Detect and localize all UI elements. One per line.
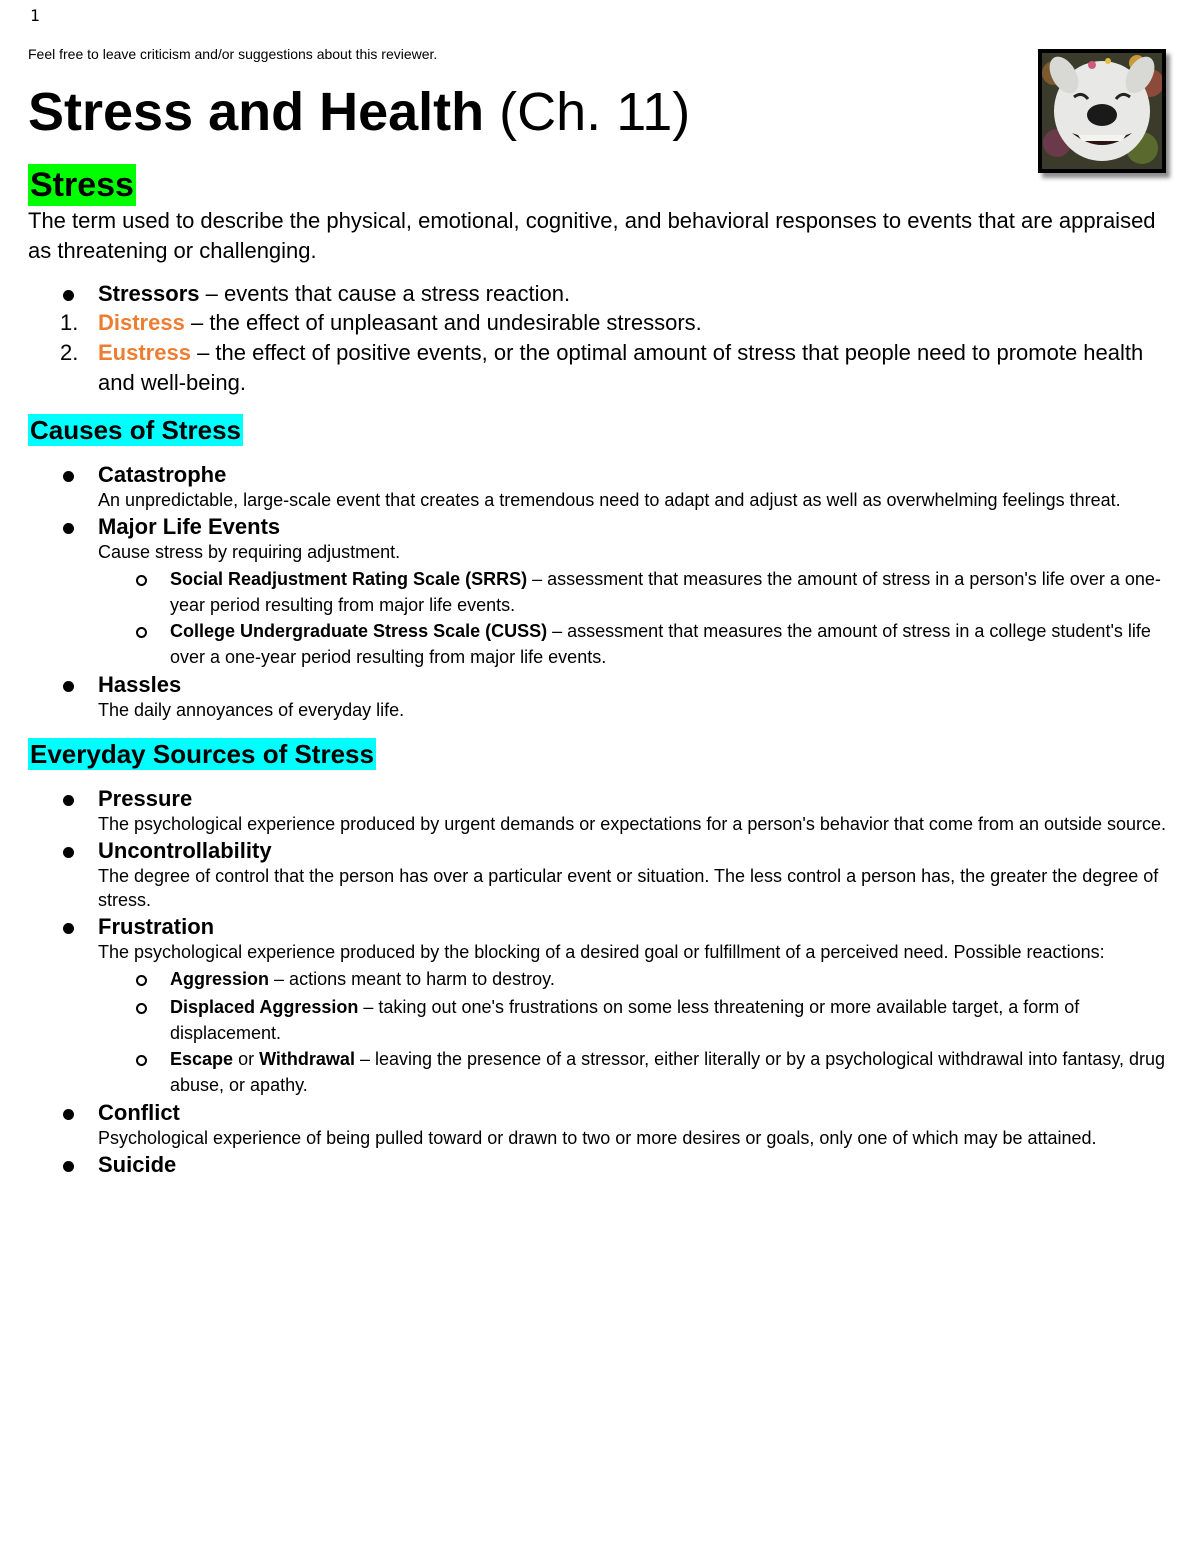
frustration-desc: The psychological experience produced by the blocking of a desired goal or fulfillment of a perceived need. Possible reactions:	[98, 942, 1105, 962]
section-heading-everyday: Everyday Sources of Stress	[30, 739, 374, 769]
bullet-icon	[63, 523, 74, 534]
bullet-icon	[63, 290, 74, 301]
conflict-desc: Psychological experience of being pulled toward or drawn to two or more desires or goals, only one of which may be attained.	[98, 1128, 1097, 1148]
list-item-hassles	[28, 672, 1168, 722]
list-item-frustration	[28, 914, 1168, 964]
page-number: 1	[30, 6, 40, 25]
term-displaced-aggression: Displaced Aggression	[170, 997, 359, 1017]
list-number-1: 1.	[60, 310, 79, 335]
term-eustress: Eustress	[98, 340, 191, 365]
title-chapter: (Ch. 11)	[499, 82, 691, 142]
bullet-icon	[63, 471, 74, 482]
bullet-icon	[63, 1161, 74, 1172]
term-withdrawal: Withdrawal	[259, 1049, 355, 1069]
major-life-events-desc: Cause stress by requiring adjustment.	[98, 542, 401, 562]
srrs-text: – assessment that measures the amount of stress in a person's life over a one-year period resulting from major life events.	[170, 569, 1161, 615]
list-item-major-life-events	[28, 514, 1168, 564]
circle-bullet-icon	[136, 1055, 147, 1066]
circle-bullet-icon	[136, 975, 147, 986]
sub-item-displaced-aggression	[28, 994, 1168, 1046]
list-item-pressure	[28, 786, 1168, 836]
term-escape: Escape	[170, 1049, 234, 1069]
sub-item-aggression	[28, 966, 1168, 992]
bullet-icon	[63, 1109, 74, 1120]
sub-item-escape-withdrawal	[28, 1046, 1168, 1098]
list-item-distress	[28, 308, 1168, 338]
stressors-text: – events that cause a stress reaction.	[205, 281, 571, 306]
term-suicide: Suicide	[98, 1152, 177, 1177]
term-hassles: Hassles	[98, 672, 182, 697]
title-main: Stress and Health	[28, 82, 485, 142]
list-item-uncontrollability	[28, 838, 1168, 912]
escape-or: or	[238, 1049, 255, 1069]
bullet-icon	[63, 847, 74, 858]
list-item-suicide	[28, 1152, 1168, 1178]
term-catastrophe: Catastrophe	[98, 462, 227, 487]
term-stressors: Stressors	[98, 281, 200, 306]
bullet-icon	[63, 681, 74, 692]
uncontrollability-desc: The degree of control that the person has over a particular event or situation. The less control a person has, the greater the degree of stress.	[98, 866, 1159, 910]
term-frustration: Frustration	[98, 914, 215, 939]
pressure-desc: The psychological experience produced by urgent demands or expectations for a person's behavior that come from an outside source.	[98, 814, 1167, 834]
term-cuss: College Undergraduate Stress Scale (CUSS)	[170, 621, 548, 641]
cuss-text: – assessment that measures the amount of stress in a college student's life over a one-year period resulting from major life events.	[170, 621, 1151, 667]
list-item-catastrophe	[28, 462, 1168, 512]
term-uncontrollability: Uncontrollability	[98, 838, 272, 863]
list-item-conflict	[28, 1100, 1168, 1150]
aggression-text: – actions meant to harm to destroy.	[274, 969, 555, 989]
displaced-aggression-text: – taking out one's frustrations on some less threatening or more available target, a form of displacement.	[170, 997, 1080, 1043]
section-heading-causes: Causes of Stress	[30, 415, 241, 445]
term-srrs: Social Readjustment Rating Scale (SRRS)	[170, 569, 528, 589]
term-conflict: Conflict	[98, 1100, 180, 1125]
bullet-icon	[63, 795, 74, 806]
eustress-text: – the effect of positive events, or the optimal amount of stress that people need to promote health and well-being.	[98, 340, 1144, 395]
sub-item-cuss	[28, 618, 1168, 670]
stress-definition: The term used to describe the physical, emotional, cognitive, and behavioral responses to events that are appraised as threatening or challenging.	[28, 208, 1156, 263]
escape-withdrawal-text: – leaving the presence of a stressor, either literally or by a psychological withdrawal into fantasy, drug abuse, or apathy.	[170, 1049, 1166, 1095]
section-heading-stress: Stress	[30, 166, 134, 204]
distress-text: – the effect of unpleasant and undesirable stressors.	[190, 310, 702, 335]
circle-bullet-icon	[136, 627, 147, 638]
term-pressure: Pressure	[98, 786, 193, 811]
reviewer-note: Feel free to leave criticism and/or suggestions about this reviewer.	[28, 46, 438, 62]
dog-picture-icon	[1042, 53, 1162, 169]
circle-bullet-icon	[136, 1003, 147, 1014]
page-title	[28, 80, 690, 144]
term-aggression: Aggression	[170, 969, 270, 989]
bullet-icon	[63, 923, 74, 934]
hassles-desc: The daily annoyances of everyday life.	[98, 700, 405, 720]
list-item-eustress	[28, 338, 1168, 398]
list-item-stressors	[28, 279, 1168, 309]
list-number-2: 2.	[60, 340, 79, 365]
smiling-dog-photo	[1038, 49, 1166, 173]
circle-bullet-icon	[136, 575, 147, 586]
term-distress: Distress	[98, 310, 185, 335]
term-major-life-events: Major Life Events	[98, 514, 281, 539]
catastrophe-desc: An unpredictable, large-scale event that creates a tremendous need to adapt and adjust as well as overwhelming feelings threat.	[98, 490, 1121, 510]
sub-item-srrs	[28, 566, 1168, 618]
